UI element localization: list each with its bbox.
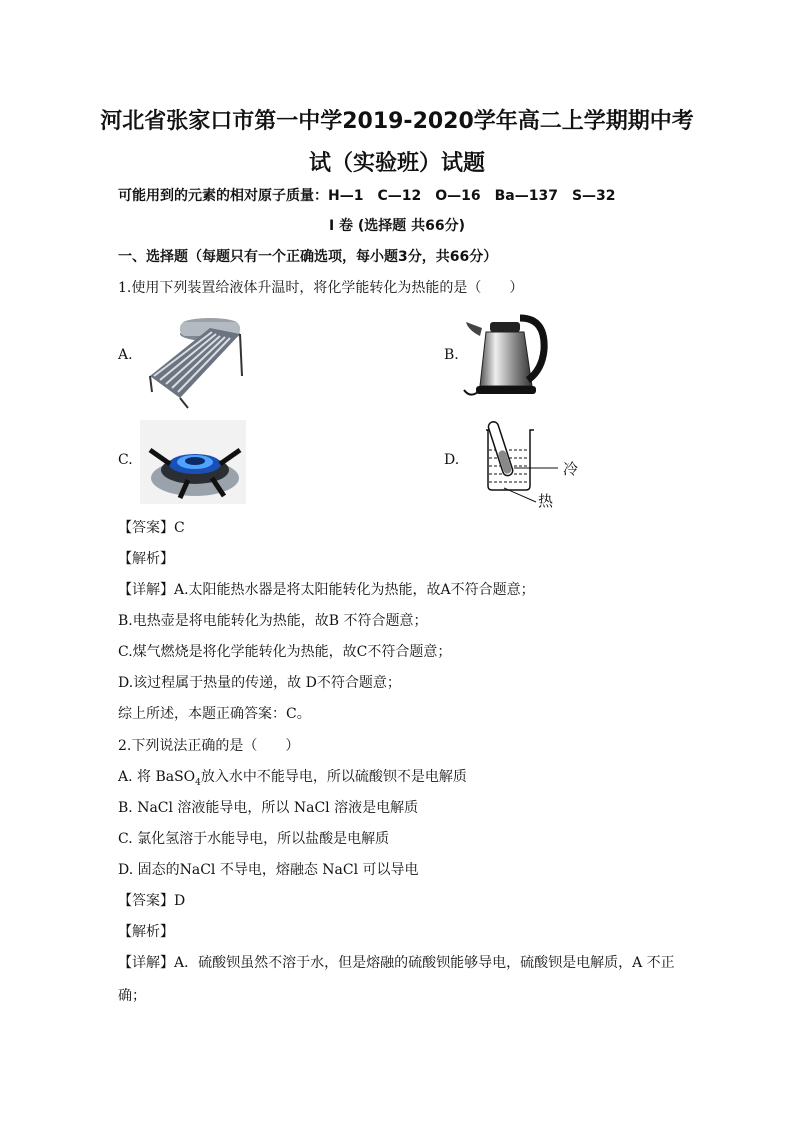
- q2-option-d: D. 固态的NaCl 不导电，熔融态 NaCl 可以导电: [118, 862, 419, 878]
- q2-detail-1: 【详解】A．硫酸钡虽然不溶于水，但是熔融的硫酸钡能够导电，硫酸钡是电解质，A 不正: [118, 955, 675, 971]
- volume-heading: I 卷 (选择题 共66分): [328, 218, 466, 234]
- q1-detail-2: B.电热壶是将电能转化为热能，故B 不符合题意；: [118, 613, 428, 629]
- q1-analysis: 【解析】: [118, 551, 174, 567]
- diagram-label-cold: 冷: [563, 460, 579, 478]
- q1-stem: 1.使用下列装置给液体升温时，将化学能转化为热能的是（ ）: [118, 280, 524, 296]
- gas-stove-flame-icon: [140, 420, 246, 504]
- section-heading: 一、选择题（每题只有一个正确选项，每小题3分，共66分）: [118, 249, 498, 265]
- q1-detail-3: C.煤气燃烧是将化学能转化为热能，故C不符合题意；: [118, 644, 452, 660]
- q2-stem: 2.下列说法正确的是（ ）: [118, 738, 300, 754]
- q2-option-a: [118, 767, 467, 793]
- q1-answer: 【答案】C: [118, 520, 185, 536]
- q1-detail-5: 综上所述，本题正确答案：C。: [118, 706, 311, 722]
- q2-answer: 【答案】D: [118, 893, 186, 909]
- document-title-line2: 试（实验班）试题: [308, 151, 485, 176]
- q1-detail-1: 【详解】A.太阳能热水器是将太阳能转化为热能，故A不符合题意；: [118, 582, 535, 598]
- electric-kettle-icon: [462, 310, 552, 400]
- q1-option-b-label: B.: [444, 347, 459, 363]
- diagram-label-hot: 热: [538, 492, 554, 510]
- q2-option-a-subscript: 4: [195, 777, 201, 788]
- q1-option-c-label: C.: [118, 452, 133, 468]
- q1-option-a-label: A.: [118, 347, 133, 363]
- solar-water-heater-icon: [140, 306, 246, 410]
- q1-detail-4: D.该过程属于热量的传递，故 D不符合题意；: [118, 675, 401, 691]
- q2-analysis: 【解析】: [118, 924, 174, 940]
- q2-option-c: C. 氯化氢溶于水能导电，所以盐酸是电解质: [118, 831, 390, 847]
- q2-option-a-post: 放入水中不能导电，所以硫酸钡不是电解质: [200, 769, 467, 785]
- q2-detail-2: 确；: [118, 988, 146, 1004]
- q2-option-a-pre: A. 将 BaSO: [118, 769, 196, 785]
- q1-option-d-label: D.: [444, 452, 460, 468]
- q2-option-b: B. NaCl 溶液能导电，所以 NaCl 溶液是电解质: [118, 800, 419, 816]
- document-title-line1: 河北省张家口市第一中学2019-2020学年高二上学期期中考: [100, 109, 694, 134]
- atomic-mass-note: 可能用到的元素的相对原子质量：H—1 C—12 O—16 Ba—137 S—32: [118, 188, 616, 204]
